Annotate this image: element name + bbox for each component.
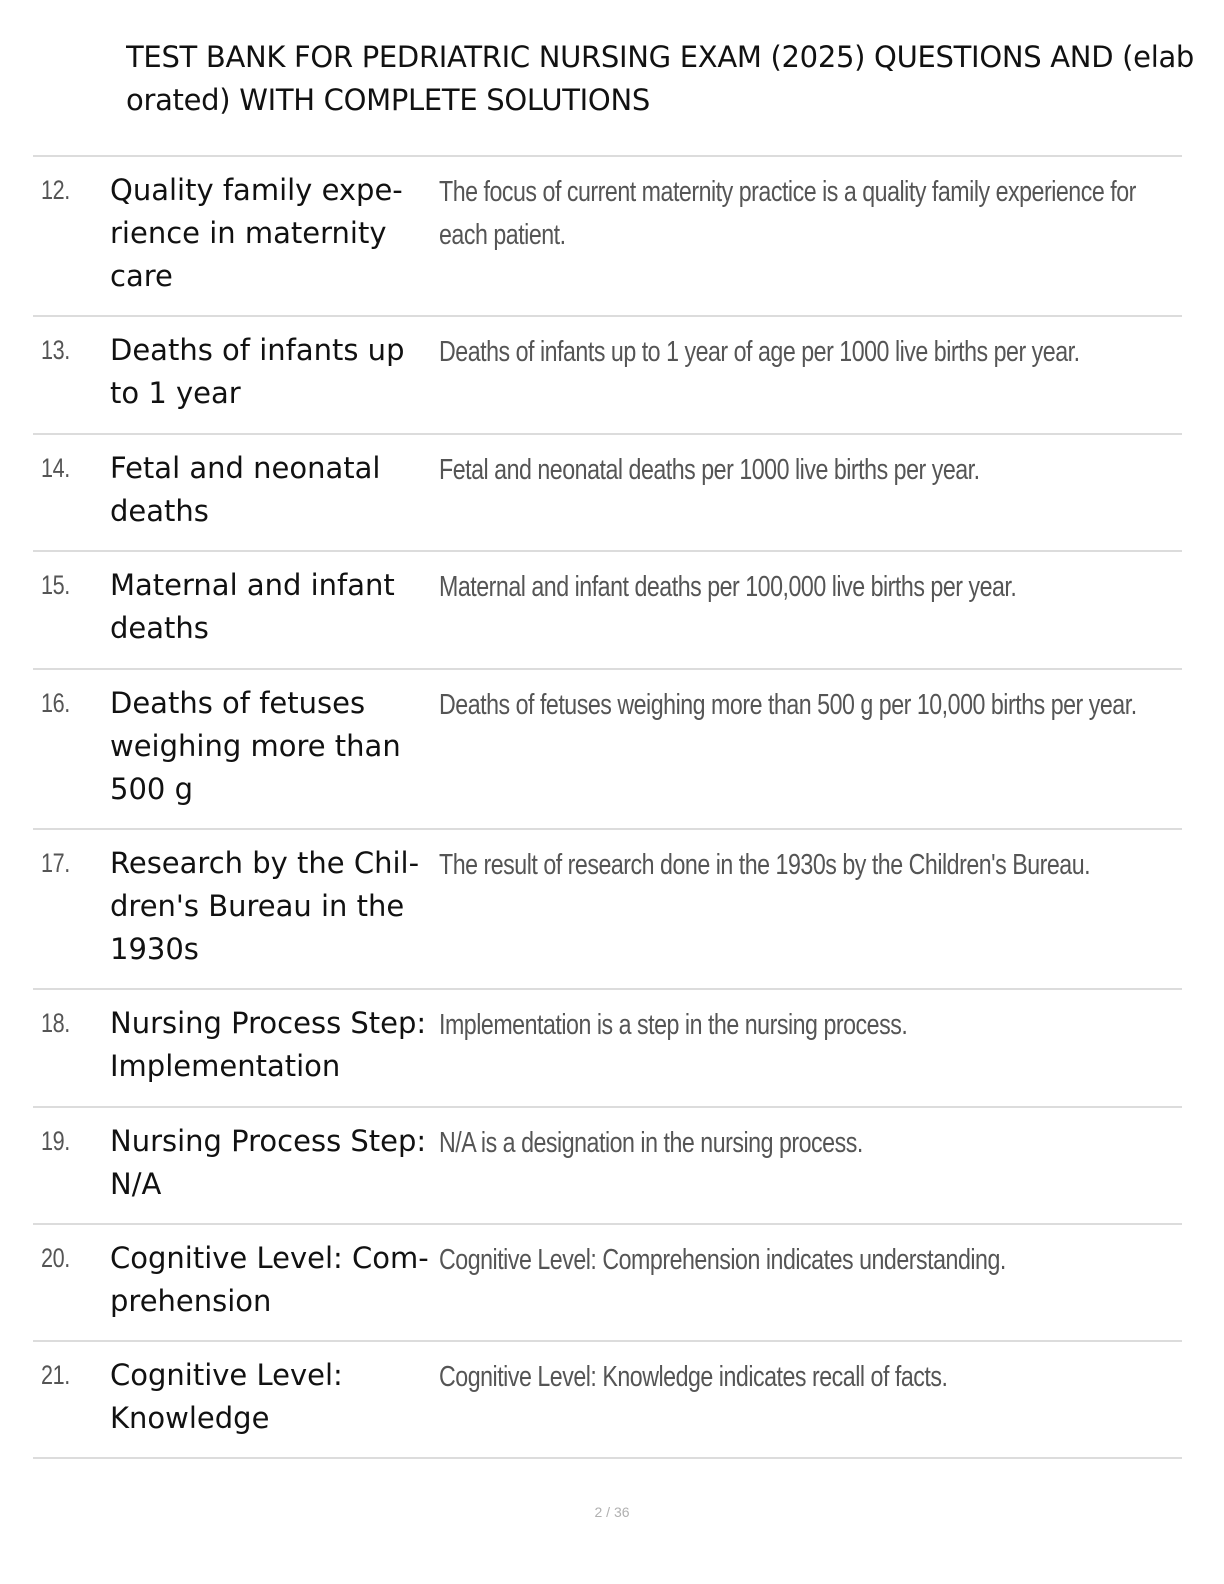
row-definition: The focus of current maternity practice is a quality family experience for each patient. [439, 176, 1136, 251]
row-term: Deaths of fetuses weighing more than 500 g [110, 686, 401, 806]
row-definition: Implementation is a step in the nursing process. [439, 1009, 908, 1041]
row-number: 14. [41, 453, 70, 483]
row-term: Cognitive Level: Com- prehension [110, 1241, 429, 1318]
row-term: Research by the Chil- dren's Bureau in the 1930s [110, 846, 420, 966]
document-title-line-2: orated) WITH COMPLETE SOLUTIONS [126, 83, 650, 117]
row-definition: Fetal and neonatal deaths per 1000 live births per year. [439, 454, 980, 486]
flashcard-table [33, 155, 1182, 1459]
row-number: 17. [41, 848, 70, 878]
row-term: Nursing Process Step: Implementation [110, 1006, 427, 1083]
table-row [33, 317, 1182, 435]
document-title-line-1: TEST BANK FOR PEDRIATRIC NURSING EXAM (2025) QUESTIONS AND (elab [126, 40, 1195, 74]
row-definition: The result of research done in the 1930s by the Children's Bureau. [439, 849, 1091, 881]
table-row [33, 1108, 1182, 1225]
row-number: 13. [41, 335, 70, 365]
row-number: 18. [41, 1008, 70, 1038]
row-term: Nursing Process Step: N/A [110, 1124, 427, 1201]
table-row [33, 830, 1182, 990]
row-term: Fetal and neonatal deaths [110, 451, 381, 528]
page-number: 2 / 36 [594, 1504, 630, 1520]
table-row [33, 435, 1182, 552]
row-term: Maternal and infant deaths [110, 568, 395, 645]
row-number: 20. [41, 1243, 70, 1273]
row-definition: Cognitive Level: Comprehension indicates understanding. [439, 1244, 1006, 1276]
row-definition: N/A is a designation in the nursing process. [439, 1127, 863, 1159]
row-number: 21. [41, 1360, 70, 1390]
table-row [33, 990, 1182, 1108]
table-row [33, 157, 1182, 317]
row-number: 15. [41, 570, 70, 600]
row-term: Deaths of infants up to 1 year [110, 333, 405, 410]
row-number: 19. [41, 1126, 70, 1156]
row-definition: Deaths of infants up to 1 year of age per 1000 live births per year. [439, 336, 1080, 368]
table-row [33, 552, 1182, 670]
row-number: 16. [41, 688, 70, 718]
row-definition: Deaths of fetuses weighing more than 500 g per 10,000 births per year. [439, 689, 1137, 721]
table-row [33, 1225, 1182, 1342]
table-row [33, 1342, 1182, 1459]
row-definition: Cognitive Level: Knowledge indicates recall of facts. [439, 1361, 948, 1393]
row-term: Cognitive Level: Knowledge [110, 1358, 343, 1435]
row-term: Quality family expe- rience in maternity care [110, 173, 403, 293]
row-number: 12. [41, 175, 70, 205]
table-row [33, 670, 1182, 830]
row-definition: Maternal and infant deaths per 100,000 live births per year. [439, 571, 1017, 603]
document-header [126, 36, 1224, 122]
